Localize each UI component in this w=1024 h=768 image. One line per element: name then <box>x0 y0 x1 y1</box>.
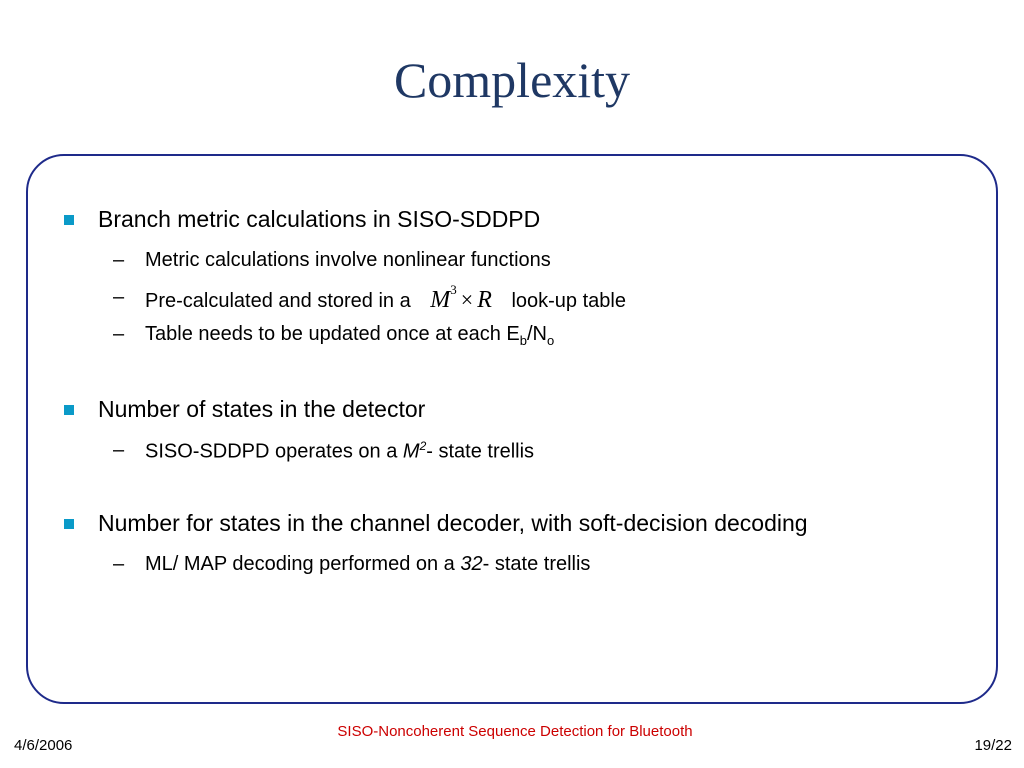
footer-date: 4/6/2006 <box>14 737 73 754</box>
math-formula: $M^3 \times R$ <box>430 282 492 313</box>
bullet-3-sub-1: ML/ MAP decoding performed on a 32- state trellis <box>145 553 591 575</box>
sub-2-text-before: Pre-calculated and stored in a <box>145 290 411 312</box>
bullet-marker <box>64 405 74 415</box>
bullet-3-text: Number for states in the channel decoder, with soft-decision decoding <box>98 510 808 536</box>
bullet-1-sub-1: Metric calculations involve nonlinear functions <box>145 249 551 271</box>
dash-marker: – <box>113 286 125 308</box>
dash-marker: – <box>113 553 125 575</box>
bullet-1-sub-3: Table needs to be updated once at each $E_b/N_o$ <box>145 323 555 348</box>
bullet-1-sub-2 <box>145 282 626 313</box>
footer-page-number: 19/22 <box>974 737 1012 754</box>
sub-2-text-after: look-up table <box>511 290 626 312</box>
bullet-marker <box>64 519 74 529</box>
dash-marker: – <box>113 249 125 271</box>
bullet-marker <box>64 215 74 225</box>
footer-title: SISO-Noncoherent Sequence Detection for Bluetooth <box>337 723 693 740</box>
content-box <box>26 154 998 704</box>
bullet-1-text: Branch metric calculations in SISO-SDDPD <box>98 206 541 232</box>
slide-title: Complexity <box>393 52 631 108</box>
bullet-2-text: Number of states in the detector <box>98 396 426 422</box>
bullet-2-sub-1: SISO-SDDPD operates on a $M^2-$ state trellis <box>145 439 535 463</box>
dash-marker: – <box>113 439 125 461</box>
dash-marker: – <box>113 323 125 345</box>
